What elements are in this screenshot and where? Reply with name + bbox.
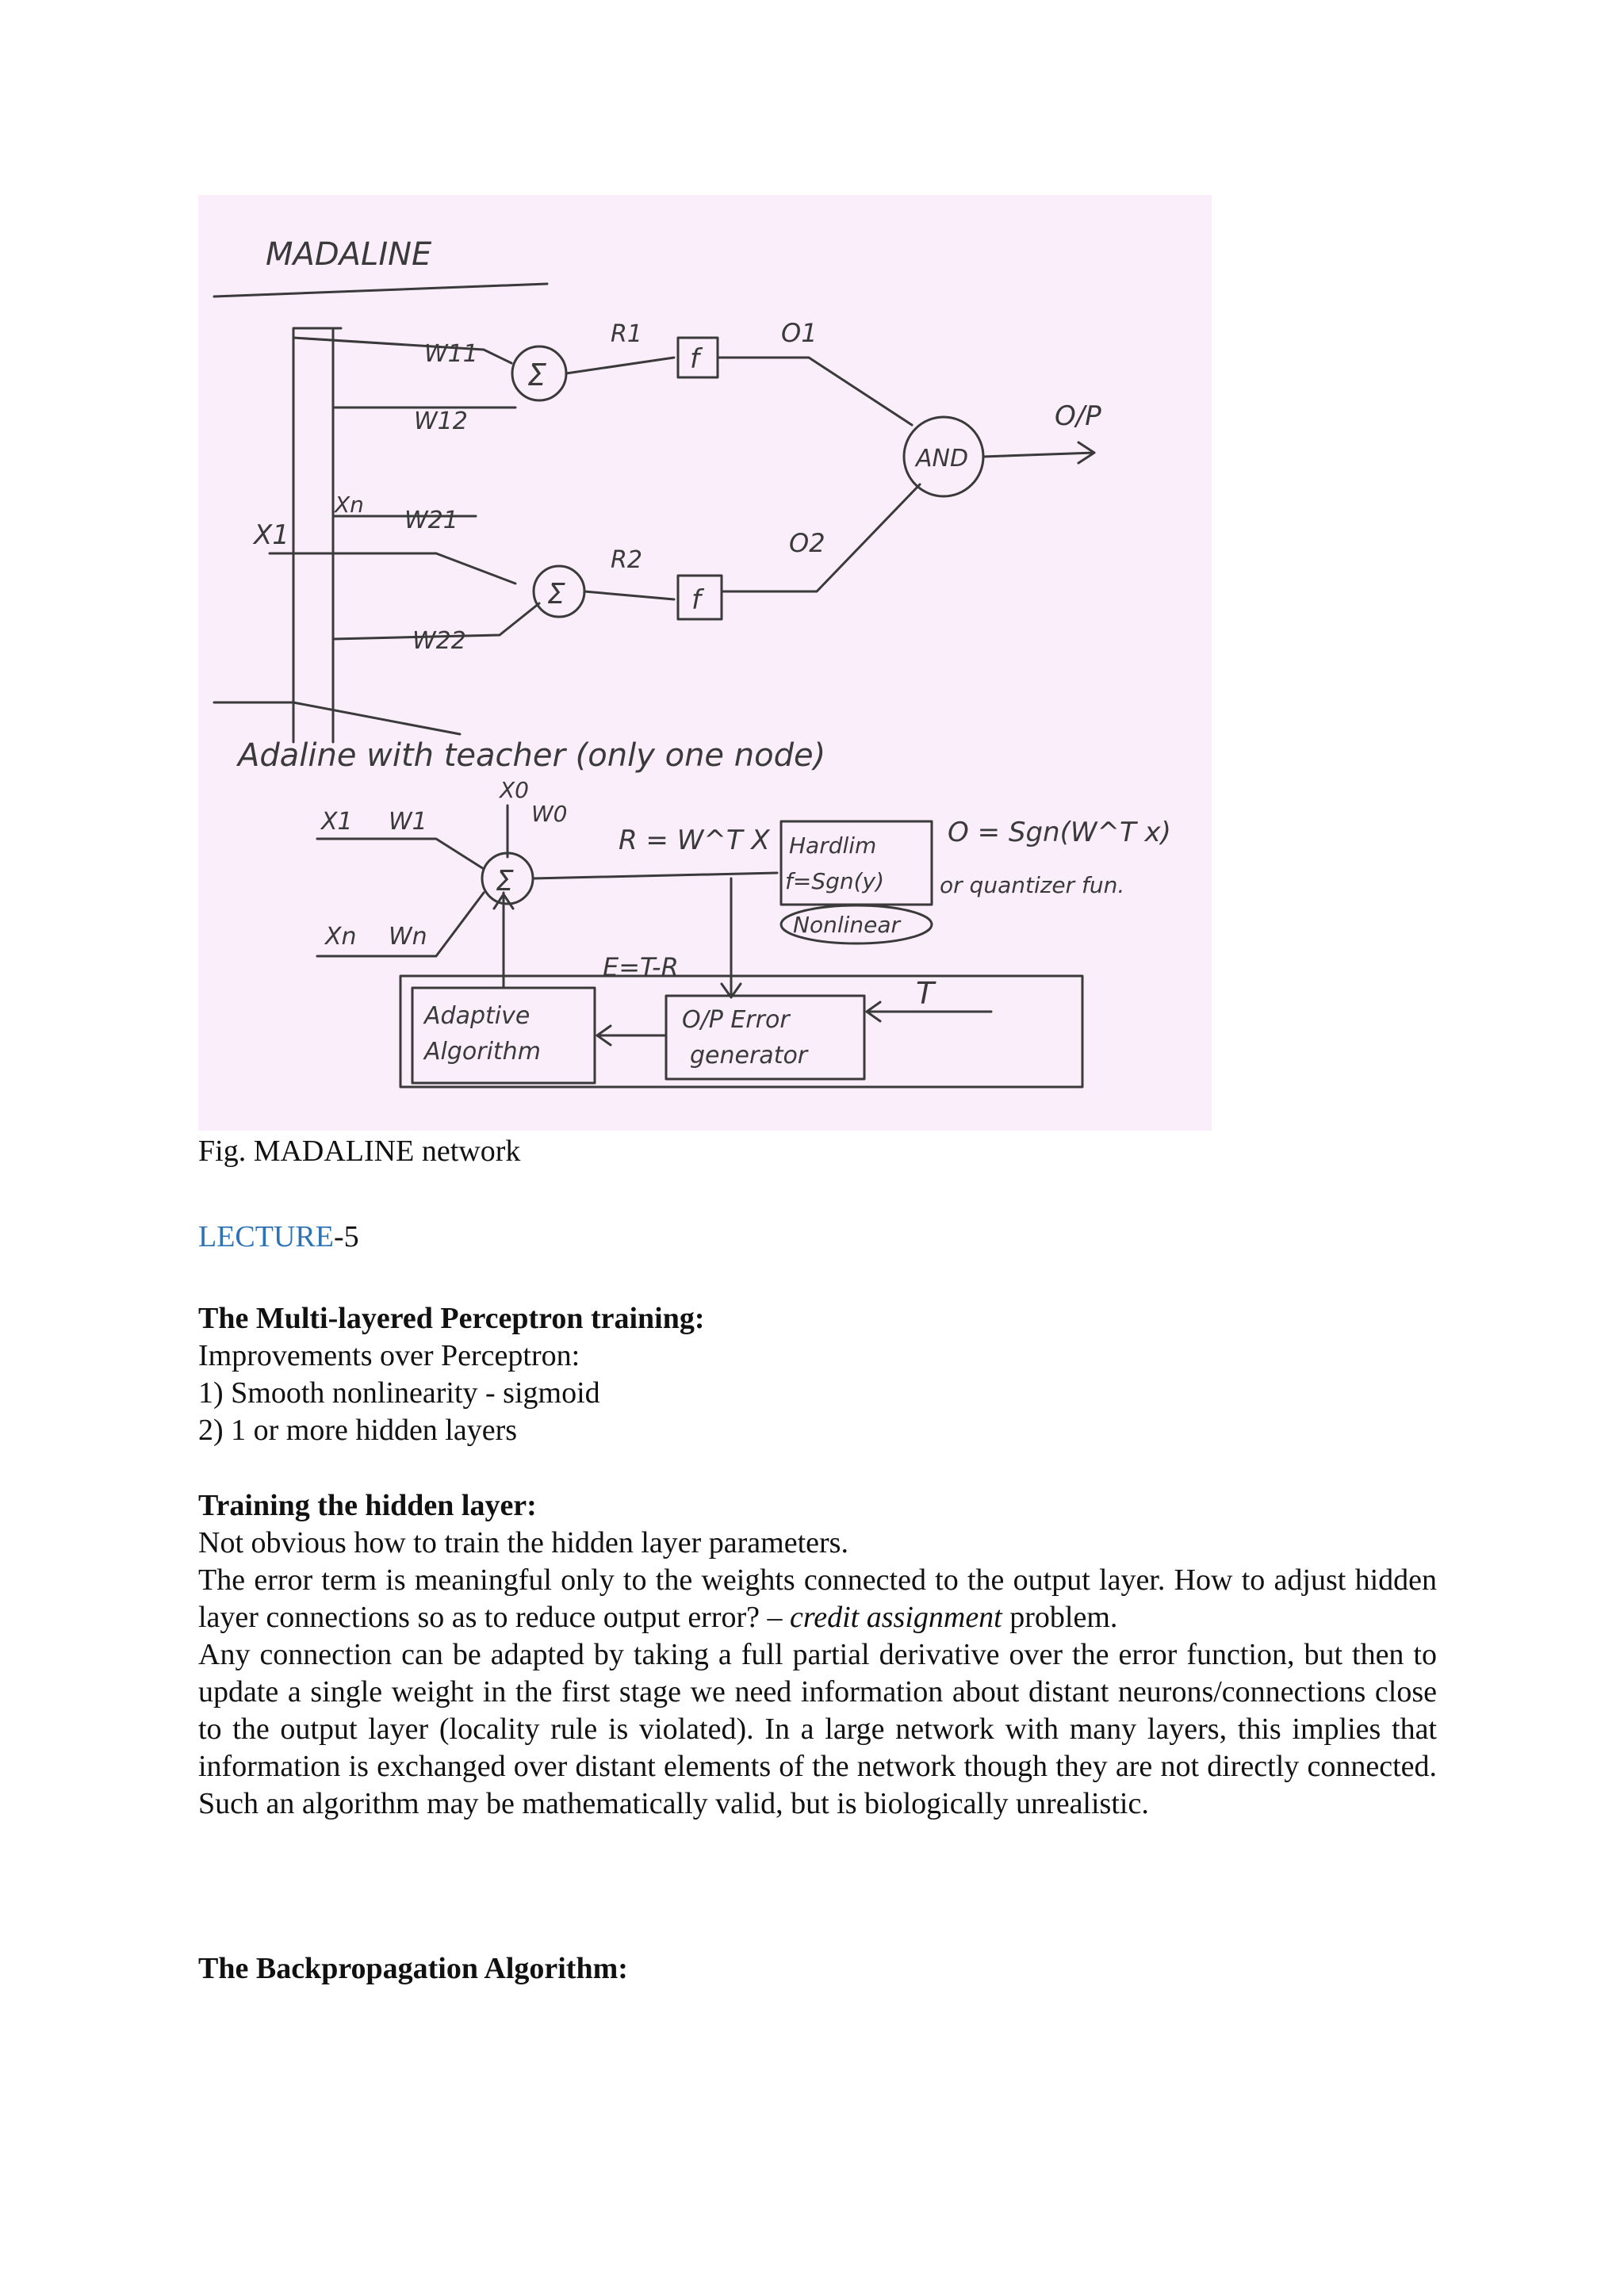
paragraph-text: problem. (1002, 1601, 1118, 1634)
adaline-sum-label: Σ (496, 865, 514, 897)
o2-label: O2 (789, 528, 825, 558)
x0-label: X0 (500, 777, 529, 803)
sum-2-label: Σ (547, 578, 565, 610)
figure-title: MADALINE (266, 236, 432, 273)
lecture-heading (198, 1219, 359, 1254)
section-line: 1) Smooth nonlinearity - sigmoid (198, 1376, 600, 1410)
xn-label: Xn (335, 492, 364, 518)
o-eq-label: O = Sgn(W^T x) (948, 817, 1171, 848)
op-label: O/P (1055, 400, 1101, 432)
hardlim-label-2: f=Sgn(y) (785, 868, 885, 894)
section-line: 2) 1 or more hidden layers (198, 1414, 518, 1447)
hardlim-label-1: Hardlim (789, 832, 877, 859)
paragraph-text: The error term is meaningful only to the weights connected to the output layer. How to adjust hidden layer connections so as to reduce output error? – (198, 1563, 1437, 1634)
section-hidden-layer (198, 1487, 1437, 1823)
r1-label: R1 (611, 320, 642, 348)
adaptive-label-1: Adaptive (424, 1002, 530, 1030)
error-label-2: generator (690, 1042, 808, 1070)
figure-background (198, 195, 1212, 1131)
section-mlp-training (198, 1300, 1437, 1449)
o1-label: O1 (781, 318, 818, 348)
w21-label: W21 (404, 507, 458, 534)
paragraph: Any connection can be adapted by taking a full partial derivative over the error function, but then to update a single weight in the first stage we need information about distant neurons/connections close to the output layer (locality rule is violated). In a large network with many layers, this implies that information is exchanged over distant elements of the network though they are not directly connected. Such an algorithm may be mathematically valid, but is biologically unrealistic. (198, 1638, 1437, 1820)
lecture-number: -5 (333, 1220, 359, 1253)
adaptive-label-2: Algorithm (424, 1038, 541, 1066)
nonlinear-label: Nonlinear (793, 912, 901, 938)
section-heading: The Backpropagation Algorithm: (198, 1952, 628, 1985)
f-2-label: f (691, 584, 701, 616)
e-eq-label: E=T-R (603, 952, 679, 982)
and-label: AND (916, 445, 969, 473)
adaline-w1-label: W1 (389, 808, 427, 836)
section-backprop (198, 1950, 1437, 1988)
f-1-label: f (690, 343, 699, 375)
t-label: T (916, 976, 935, 1011)
w22-label: W22 (412, 627, 466, 655)
w12-label: W12 (414, 408, 468, 435)
figure-caption: Fig. MADALINE network (198, 1135, 521, 1168)
r2-label: R2 (611, 546, 642, 574)
sum-1-label: Σ (527, 358, 547, 392)
section-line: Improvements over Perceptron: (198, 1339, 580, 1372)
adaline-xn-label: Xn (325, 923, 357, 951)
paragraph: Not obvious how to train the hidden layer parameters. (198, 1526, 848, 1559)
error-label-1: O/P Error (682, 1006, 790, 1034)
w0-label: W0 (531, 801, 568, 827)
section-heading: Training the hidden layer: (198, 1489, 537, 1522)
credit-assignment-term: credit assignment (790, 1601, 1002, 1634)
r-eq-label: R = W^T X (619, 825, 770, 856)
paragraph (198, 1562, 1437, 1636)
w11-label: W11 (424, 340, 478, 368)
section-heading: The Multi-layered Perceptron training: (198, 1302, 705, 1335)
madaline-figure (198, 195, 1212, 1131)
quantizer-label: or quantizer fun. (940, 872, 1125, 898)
adaline-heading: Adaline with teacher (only one node) (238, 737, 826, 774)
lecture-word: LECTURE (198, 1220, 334, 1253)
adaline-x1-label: X1 (321, 808, 353, 836)
adaline-wn-label: Wn (389, 923, 427, 951)
x1-label: X1 (254, 519, 289, 551)
